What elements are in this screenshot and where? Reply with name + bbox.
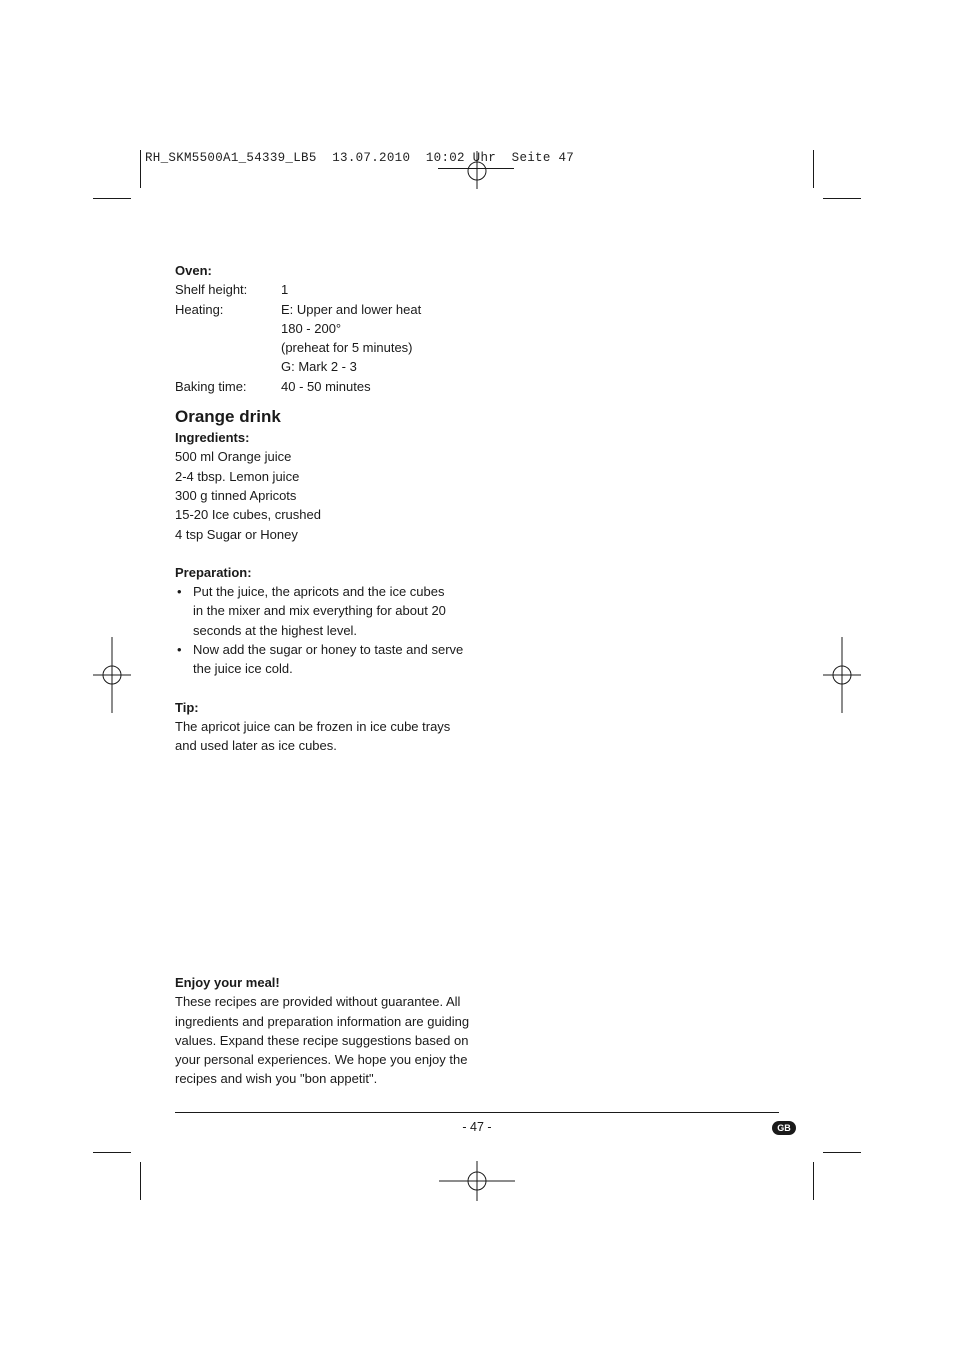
heating-line: (preheat for 5 minutes) [281, 340, 413, 356]
heating-row [175, 300, 475, 377]
preparation-list [175, 582, 475, 678]
preparation-heading: Preparation: [175, 564, 252, 580]
registration-mark-top [439, 133, 515, 209]
baking-value: 40 - 50 minutes [281, 378, 371, 394]
ingredient-item: 15-20 Ice cubes, crushed [175, 507, 321, 523]
heating-values [281, 300, 475, 377]
recipe-content [175, 261, 475, 756]
step-line: the juice ice cold. [193, 661, 293, 677]
language-badge: GB [772, 1121, 796, 1135]
preparation-step [175, 640, 475, 679]
enjoy-section [175, 973, 475, 1089]
heating-line: 180 - 200° [281, 320, 342, 336]
trim-mark [140, 150, 141, 188]
enjoy-heading: Enjoy your meal! [175, 975, 280, 990]
trim-mark [140, 1162, 141, 1200]
heating-line: E: Upper and lower heat [281, 301, 422, 317]
step-line: Now add the sugar or honey to taste and serve [193, 642, 464, 658]
trim-mark [813, 150, 814, 188]
heating-label: Heating: [175, 301, 224, 317]
step-line: Put the juice, the apricots and the ice cubes [193, 584, 445, 600]
ingredient-item: 300 g tinned Apricots [175, 487, 297, 503]
oven-heading: Oven: [175, 263, 212, 278]
recipe-title: Orange drink [175, 407, 281, 427]
registration-mark-left [74, 637, 150, 713]
ingredient-item: 4 tsp Sugar or Honey [175, 526, 298, 542]
trim-mark [93, 1152, 131, 1153]
enjoy-line: your personal experiences. We hope you enjoy the [175, 1052, 468, 1068]
shelf-row [175, 280, 475, 299]
trim-mark [823, 1152, 861, 1153]
bullet-icon: • [177, 642, 182, 658]
baking-row [175, 377, 475, 396]
tip-line: and used later as ice cubes. [175, 738, 337, 754]
bullet-icon: • [177, 584, 182, 600]
enjoy-line: values. Expand these recipe suggestions based on [175, 1032, 469, 1048]
shelf-label: Shelf height: [175, 282, 248, 298]
print-slug: RH_SKM5500A1_54339_LB5 13.07.2010 10:02 Uhr Seite 47 [145, 151, 575, 165]
ingredients-list [175, 447, 475, 543]
tip-line: The apricot juice can be frozen in ice cube trays [175, 718, 451, 734]
registration-mark-bottom [439, 1143, 515, 1219]
registration-mark-right [804, 637, 880, 713]
trim-mark [813, 1162, 814, 1200]
ingredient-item: 500 ml Orange juice [175, 449, 292, 465]
tip-heading: Tip: [175, 699, 199, 715]
enjoy-line: recipes and wish you "bon appetit". [175, 1071, 378, 1087]
page-number: - 47 - [462, 1120, 492, 1134]
ingredients-heading: Ingredients: [175, 430, 250, 446]
trim-mark [93, 198, 131, 199]
step-line: seconds at the highest level. [193, 622, 358, 638]
ingredient-item: 2-4 tbsp. Lemon juice [175, 468, 300, 484]
enjoy-line: ingredients and preparation information are guiding [175, 1013, 470, 1029]
footer-rule [175, 1112, 779, 1113]
preparation-step [175, 582, 475, 640]
baking-label: Baking time: [175, 378, 247, 394]
enjoy-line: These recipes are provided without guarantee. All [175, 994, 461, 1010]
shelf-value: 1 [281, 282, 289, 298]
trim-mark [823, 198, 861, 199]
step-line: in the mixer and mix everything for about 20 [193, 603, 446, 619]
heating-line: G: Mark 2 - 3 [281, 359, 357, 375]
